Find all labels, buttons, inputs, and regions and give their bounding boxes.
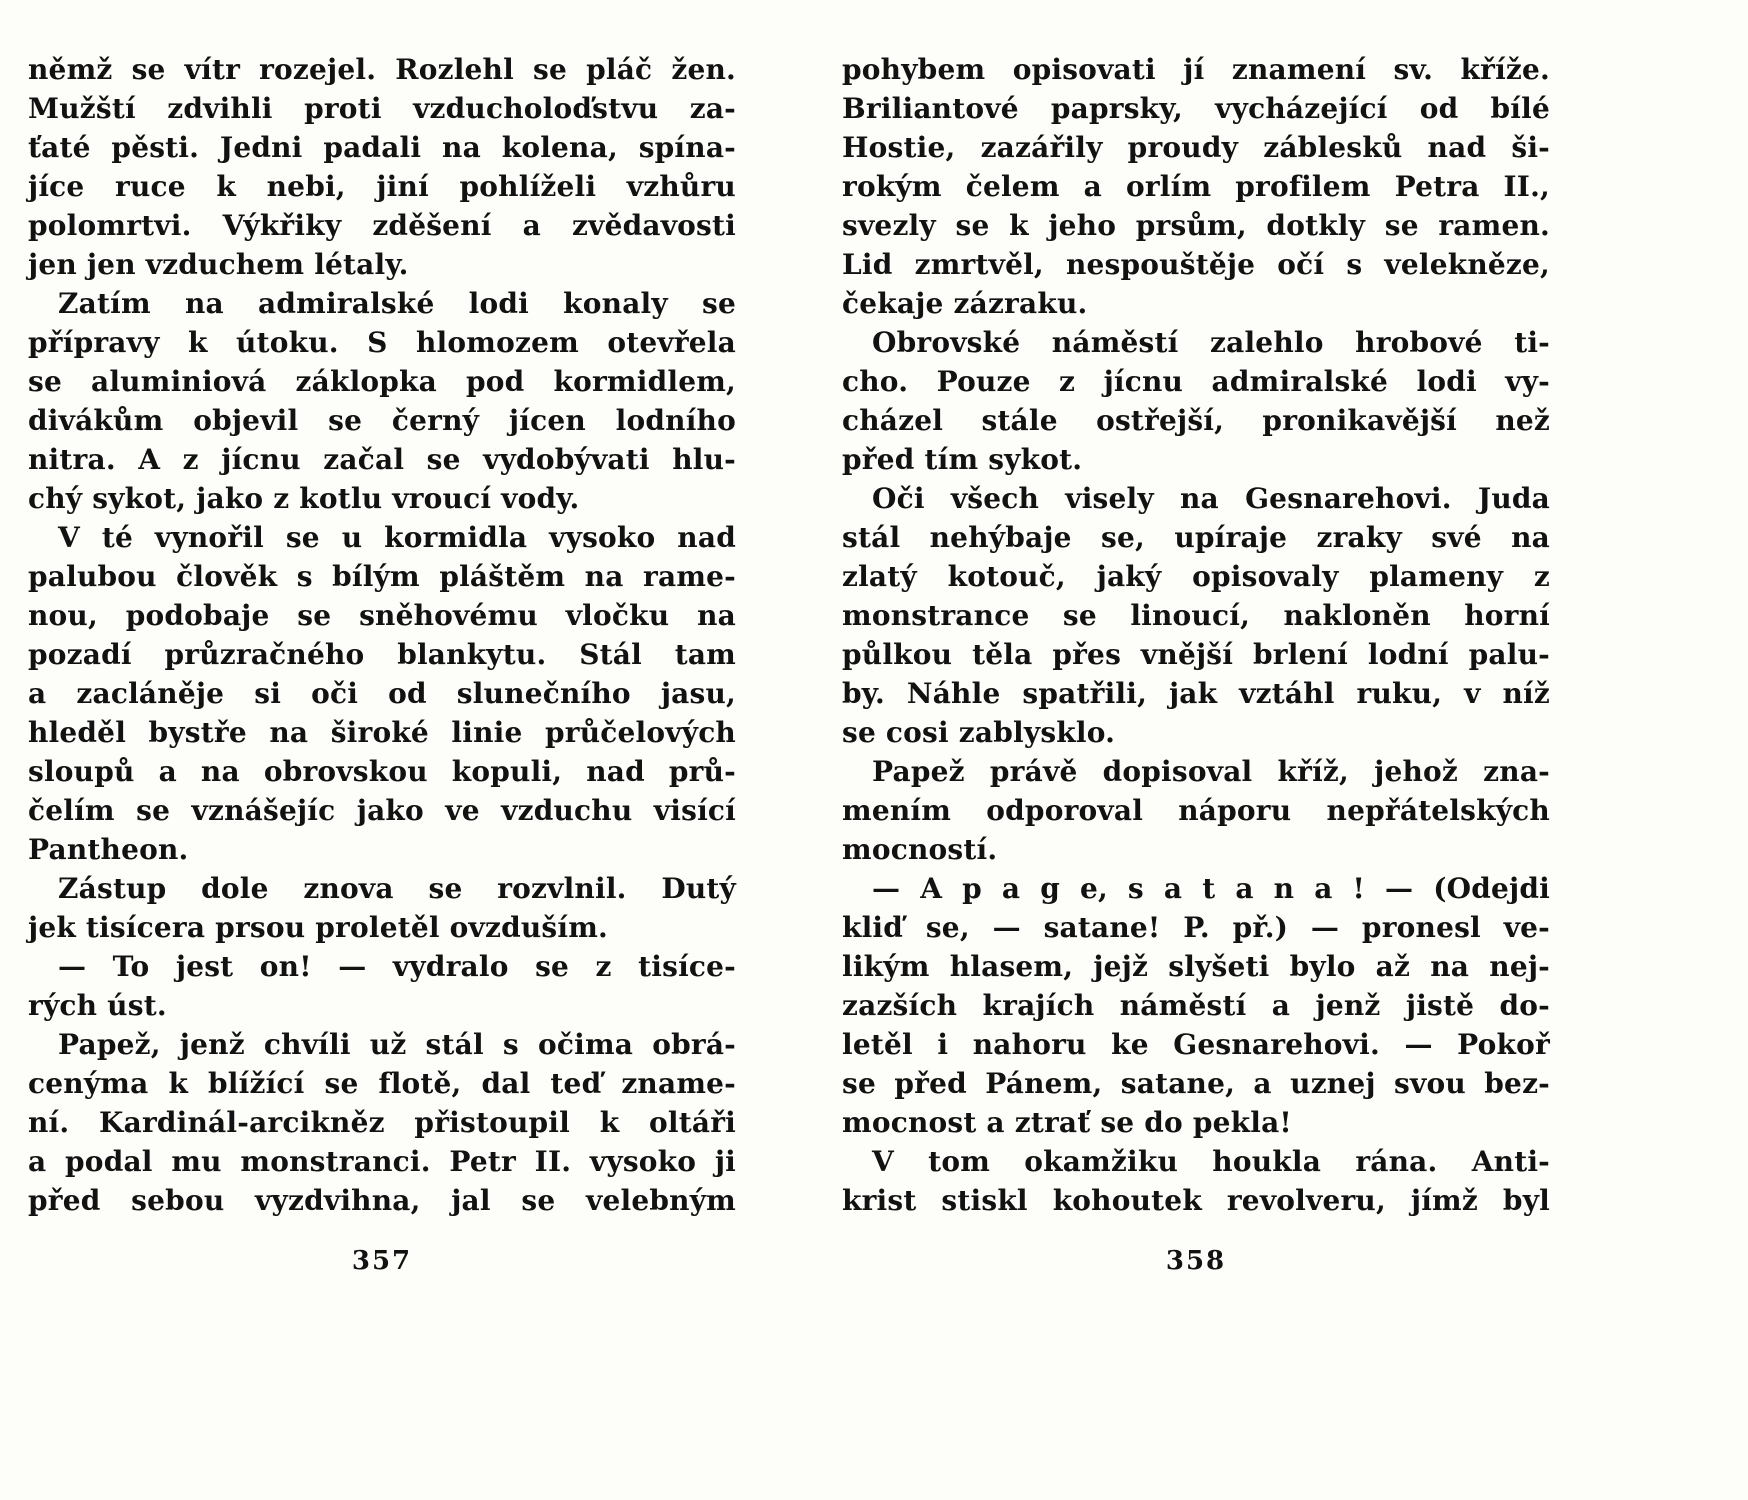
page-left-text bbox=[28, 50, 736, 1220]
text-line: polomrtvi. Výkřiky zděšení a zvědavosti bbox=[28, 209, 736, 242]
text-line: před tím sykot. bbox=[842, 443, 1083, 476]
text-line: jen jen vzduchem létaly. bbox=[28, 248, 409, 281]
text-line: svezly se k jeho prsům, dotkly se ramen. bbox=[842, 209, 1550, 242]
text-line: cenýma k blížící se flotě, dal teď zname- bbox=[28, 1067, 736, 1100]
text-line: mocnost a ztrať se do pekla! bbox=[842, 1106, 1292, 1139]
page-left bbox=[28, 50, 736, 1276]
text-line: se aluminiová záklopka pod kormidlem, bbox=[28, 365, 736, 398]
text-line: cho. Pouze z jícnu admiralské lodi vy- bbox=[842, 365, 1550, 398]
text-line: Lid zmrtvěl, nespouštěje očí s velekněze, bbox=[842, 248, 1550, 281]
text-line: zlatý kotouč, jaký opisovaly plameny z bbox=[842, 560, 1550, 593]
text-line: a zacláněje si oči od slunečního jasu, bbox=[28, 677, 736, 710]
page-left-number: 357 bbox=[351, 1246, 413, 1276]
text-line: Mužští zdvihli proti vzducholoďstvu za- bbox=[28, 92, 736, 125]
text-line: jek tisícera prsou proletěl ovzduším. bbox=[28, 911, 608, 944]
text-line: nitra. A z jícnu začal se vydobývati hlu- bbox=[28, 443, 736, 476]
page-right-text bbox=[842, 50, 1550, 1220]
page-right bbox=[842, 50, 1550, 1276]
text-line: by. Náhle spatřili, jak vztáhl ruku, v níž bbox=[842, 677, 1550, 710]
text-line: Papež právě dopisoval kříž, jehož zna- bbox=[872, 755, 1550, 788]
text-line: nou, podobaje se sněhovému vločku na bbox=[28, 599, 736, 632]
text-line: hleděl bystře na široké linie průčelových bbox=[28, 716, 736, 749]
text-line: likým hlasem, jejž slyšeti bylo až na nej- bbox=[842, 950, 1550, 983]
text-line: sloupů a na obrovskou kopuli, nad prů- bbox=[28, 755, 736, 788]
text-line: a podal mu monstranci. Petr II. vysoko ji bbox=[28, 1145, 736, 1178]
text-line: rokým čelem a orlím profilem Petra II., bbox=[842, 170, 1550, 203]
text-line: pozadí průzračného blankytu. Stál tam bbox=[28, 638, 736, 671]
text-line: mocností. bbox=[842, 833, 998, 866]
text-line: Papež, jenž chvíli už stál s očima obrá- bbox=[58, 1028, 736, 1061]
text-line: čekaje zázraku. bbox=[842, 287, 1088, 320]
text-line: Zatím na admiralské lodi konaly se bbox=[58, 287, 736, 320]
page-right-number: 358 bbox=[1165, 1246, 1227, 1276]
text-line: kliď se, — satane! P. př.) — pronesl ve- bbox=[842, 911, 1550, 944]
text-line: palubou člověk s bílým pláštěm na rame- bbox=[28, 560, 736, 593]
text-line: letěl i nahoru ke Gesnarehovi. — Pokoř bbox=[842, 1028, 1550, 1061]
text-line: mením odporoval náporu nepřátelských bbox=[842, 794, 1550, 827]
text-line: pohybem opisovati jí znamení sv. kříže. bbox=[842, 53, 1550, 86]
text-line: krist stiskl kohoutek revolveru, jímž byl bbox=[842, 1184, 1550, 1217]
text-line: před sebou vyzdvihna, jal se velebným bbox=[28, 1184, 736, 1217]
text-line: — To jest on! — vydralo se z tisíce- bbox=[58, 950, 736, 983]
text-line: V té vynořil se u kormidla vysoko nad bbox=[58, 521, 736, 554]
text-line: ťaté pěsti. Jedni padali na kolena, spína- bbox=[28, 131, 736, 164]
text-line: monstrance se linoucí, nakloněn horní bbox=[842, 599, 1550, 632]
text-line: stál nehýbaje se, upíraje zraky své na bbox=[842, 521, 1550, 554]
text-line: chý sykot, jako z kotlu vroucí vody. bbox=[28, 482, 580, 515]
text-line: čelím se vznášejíc jako ve vzduchu visící bbox=[28, 794, 736, 827]
text-line: Obrovské náměstí zalehlo hrobové ti- bbox=[872, 326, 1550, 359]
text-line: Pantheon. bbox=[28, 833, 189, 866]
text-line: němž se vítr rozejel. Rozlehl se pláč žen. bbox=[28, 53, 736, 86]
text-line: divákům objevil se černý jícen lodního bbox=[28, 404, 736, 437]
text-line: — A p a g e, s a t a n a ! — (Odejdi bbox=[872, 872, 1550, 905]
text-line: půlkou těla přes vnější brlení lodní palu- bbox=[842, 638, 1550, 671]
text-line: ní. Kardinál-arcikněz přistoupil k oltáři bbox=[28, 1106, 736, 1139]
text-line: zazších krajích náměstí a jenž jistě do- bbox=[842, 989, 1550, 1022]
text-line: V tom okamžiku houkla rána. Anti- bbox=[872, 1145, 1550, 1178]
text-line: Briliantové paprsky, vycházející od bílé bbox=[842, 92, 1550, 125]
text-line: se před Pánem, satane, a uznej svou bez- bbox=[842, 1067, 1550, 1100]
text-line: Zástup dole znova se rozvlnil. Dutý bbox=[58, 872, 736, 905]
text-line: cházel stále ostřejší, pronikavější než bbox=[842, 404, 1550, 437]
text-line: se cosi zablysklo. bbox=[842, 716, 1116, 749]
text-line: Hostie, zazářily proudy záblesků nad ši- bbox=[842, 131, 1550, 164]
text-line: jíce ruce k nebi, jiní pohlíželi vzhůru bbox=[28, 170, 736, 203]
text-line: přípravy k útoku. S hlomozem otevřela bbox=[28, 326, 736, 359]
text-line: Oči všech visely na Gesnarehovi. Juda bbox=[872, 482, 1550, 515]
text-line: rých úst. bbox=[28, 989, 167, 1022]
